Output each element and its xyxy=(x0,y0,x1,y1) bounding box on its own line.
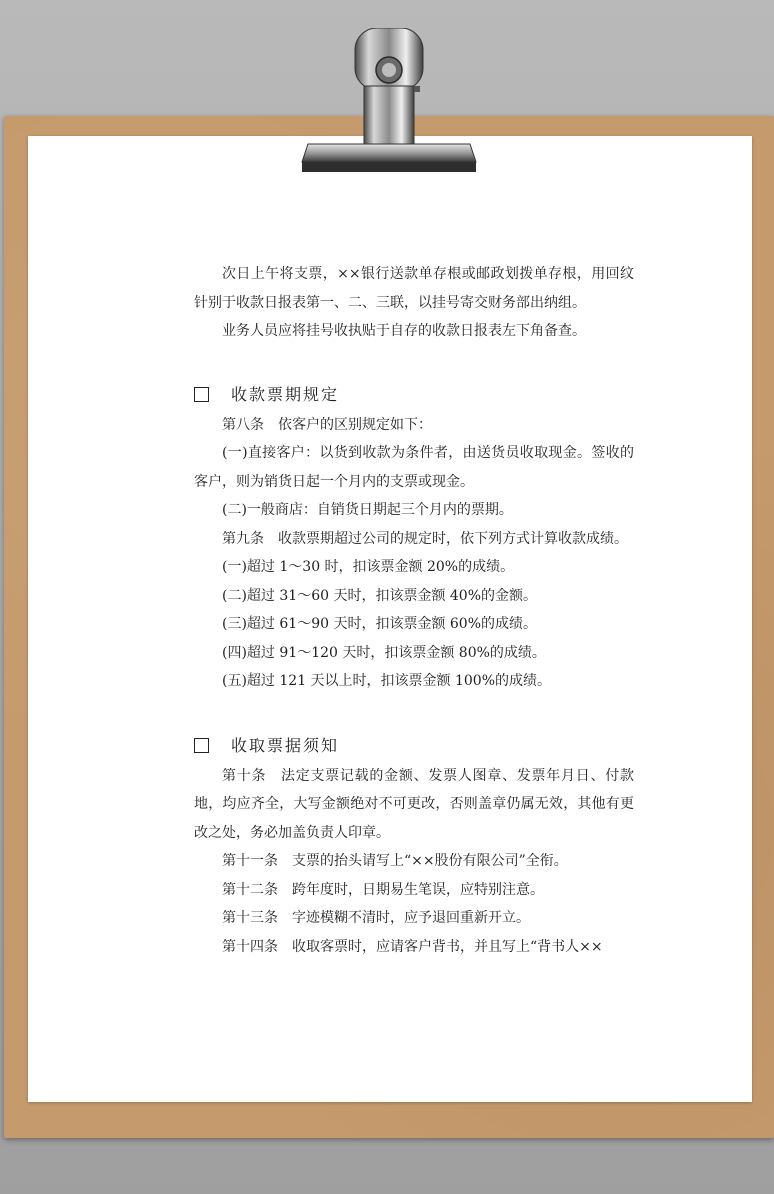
section2-item: 第十条 法定支票记载的金额、发票人图章、发票年月日、付款地，均应齐全，大写金额绝对不可更改，否则盖章仍属无效，其他有更改之处，务必加盖负责人印章。 xyxy=(194,767,634,841)
section1-item: (三)超过 61～90 天时，扣该票金额 60%的成绩。 xyxy=(222,616,538,632)
paper-sheet xyxy=(28,136,752,1102)
section1-item: (四)超过 91～120 天时，扣该票金额 80%的成绩。 xyxy=(222,644,546,661)
section1-item: (五)超过 121 天以上时，扣该票金额 100%的成绩。 xyxy=(222,673,552,689)
section-title-2: 收取票据须知 xyxy=(231,735,340,755)
section-title-1: 收款票期规定 xyxy=(231,384,340,404)
section1-item: (一)直接客户：以货到收款为条件者，由送货员收取现金。签收的客户，则为销货日起一个月内的支票或现金。 xyxy=(194,445,634,490)
checkbox-icon xyxy=(194,738,209,753)
section2-item: 第十二条 跨年度时，日期易生笔误，应特别注意。 xyxy=(222,881,544,898)
section2-item: 第十四条 收取客票时，应请客户背书，并且写上“背书人×× xyxy=(222,938,603,955)
section2-item: 第十一条 支票的抬头请写上“××股份有限公司”全衔。 xyxy=(222,853,568,869)
document-body xyxy=(194,136,634,961)
section1-item: 第九条 收款票期超过公司的规定时，依下列方式计算收款成绩。 xyxy=(222,530,628,547)
section1-item: 第八条 依客户的区别规定如下： xyxy=(222,416,432,433)
clipboard xyxy=(4,116,774,1138)
section-heading-1 xyxy=(164,381,634,409)
intro-paragraph-1: 次日上午将支票，××银行送款单存根或邮政划拨单存根，用回纹针别于收款日报表第一、二、三联，以挂号寄交财务部出纳组。 xyxy=(194,266,634,311)
section1-item: (一)超过 1～30 时，扣该票金额 20%的成绩。 xyxy=(222,559,515,575)
section-heading-2 xyxy=(164,732,634,760)
section1-item: (二)超过 31～60 天时，扣该票金额 40%的金额。 xyxy=(222,587,538,604)
section1-item: (二)一般商店：自销货日期起三个月内的票期。 xyxy=(222,502,513,518)
intro-paragraph-2: 业务人员应将挂号收执贴于自存的收款日报表左下角备查。 xyxy=(222,323,586,339)
checkbox-icon xyxy=(194,387,209,402)
binder-clip-icon xyxy=(300,28,480,178)
section2-item: 第十三条 字迹模糊不清时，应予退回重新开立。 xyxy=(222,910,530,926)
